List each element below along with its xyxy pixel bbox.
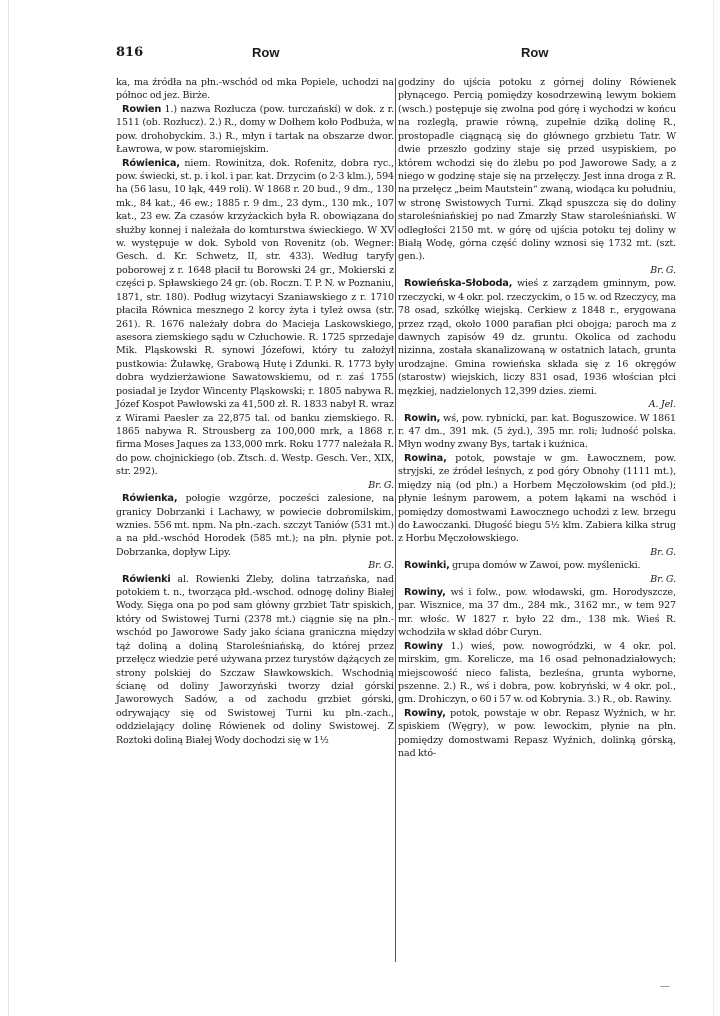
entry-headword: Rowin,	[404, 412, 441, 424]
entry-signature: Br. G.	[650, 264, 676, 276]
entry-text: grupa domów w Zawoi, pow. myślenicki.	[452, 560, 641, 572]
entry-headword: Rówienki	[122, 573, 171, 585]
entry-text: 1.) wieś, pow. nowogródzki, w 4 okr. pol. mirskim, gm. Korelicze, ma 16 osad pełnonadziałowych; miejscowość nieco falista, bezleśna, grunta wyborne, pszenne. 2.) R., wś i dobra, pow. kobryński, w 4 okr. pol., gm. Drohiczyn, o 60 i 57 w. od Kobrynia. 3.) R., ob. Rawiny.	[398, 640, 677, 706]
entry-headword: Rowieńska-Słoboda,	[404, 278, 513, 290]
dictionary-entry	[398, 76, 676, 264]
dictionary-entry	[398, 277, 676, 398]
left-column	[116, 76, 394, 747]
entry-signature: Br. G.	[650, 546, 676, 558]
entry-text: potok, powstaje w gm. Ławocznem, pow. stryjski, ze źródeł leśnych, z pod góry Obnohy (1111 mt.), między nią (od płn.) a Horbem Męczołowskim (od płd.); płynie leśnym parowem, a potem łąkami na wschód i pomiędzy domostwami Ławocznego uchodzi z lew. brzegu do Ławoczanki. Długość biegu 5½ klm. Zabiera kilka strug z Horbu Męczołowskiego.	[398, 452, 677, 545]
dictionary-entry	[398, 452, 676, 546]
entry-headword: Rowina,	[404, 452, 447, 464]
entry-text: niem. Rowinitza, dok. Rofenitz, dobra ryc., pow. świecki, st. p. i kol. i par. kat. Drzycim (o 2·3 klm.), 594 ha (56 lasu, 10 łąk, 449 roli). W 1868 r. 20 bud., 9 dm., 130 mk., 84 kat., 46 ew.; 1885 r. 9 dm., 23 dym., 130 mk., 107 kat., 23 ew. Za czasów krzyżackich była R. obowiązana do służby konnej i należała do komturstwa świeckiego. W XV w. występuje w dok. Sybold von Rovenitz (ob. Wegner: Gesch. d. Kr. Schwetz, II, str. 433). Według taryfy poborowej z r. 1648 płacił tu Borowski 24 gr., Mokierski z części p. Spławskiego 24 gr. (ob. Roczn. T. P. N. w Poznaniu, 1871, str. 180). Podług wizytacyi Szaniawskiego z r. 1710 płaciła Równica mesznego 2 korcy żyta i tyleż owsa (str. 261). R. 1676 należały dobra do Macieja Laskowskiego, asesora ziemskiego sądu w Człuchowie. R. 1725 sprzedaje Mik. Pląskowski R. synowi Józefowi, który tu założył pustkowia: Żuławkę, Grabową Hutę i Zdunki. R. 1773 były dobra wydzierżawione Sawatowskiemu, od r. zaś 1755 posiadał je Izydor Wincenty Pląskowski; r. 1805 nabywa R. Józef Kospot Pawłowski za 41,500 zł. R. 1833 nabył R. wraz z Wirami Paesler za 22,875 tal. od banku ziemskiego. R. 1865 nabywa R. Strousberg za 100,000 mrk, a 1868 r. firma Moses Jaques za 133,000 mrk. Roku 1777 należała R. do pow. chojnickiego (ob. Ztsch. d. Westp. Gesch. Ver., XIX, str. 292).	[116, 157, 394, 478]
entry-text: al. Rowienki Żleby, dolina tatrzańska, nad potokiem t. n., tworząca płd.-wschod. odnogę doliny Białej Wody. Sięga ona po pod sam główny grzbiet Tatr spiskich, który od Swistowej Turni (2378 mt.) ciągnie się na płn.-wschód po Jaworowe Sady jako ściana graniczna między tąż doliną a doliną Staroleśniańską, do której przez przełęcz wiedzie peré używana przez turystów dążących ze strony polskiej do Szczaw Sławkowskich. Wschodnią ścianę od doliny Jaworzyński tworzy dział górski Jaworowych Sadów, a od zachodu grzbiet górski, odrywający się od Swistowej Turni ku płn.-zach., oddzielający dolinę Rówienek od doliny Swistowej. Z Roztoki doliną Białej Wody dochodzi się w 1½	[116, 573, 395, 746]
entry-headword: Rówienica,	[122, 157, 180, 169]
entry-text: ka, ma źródła na płn.-wschód od mka Popiele, uchodzi na północ od jez. Birże.	[116, 77, 394, 102]
dictionary-entry	[398, 412, 676, 452]
right-column	[398, 76, 676, 761]
page-number: 816	[116, 45, 144, 60]
entry-text: 1.) nazwa Rozłucza (pow. turczańskí) w dok. z r. 1511 (ob. Rozłucz). 2.) R., domy w Dołhem koło Podbuża, w pow. drohobyckim. 3.) R., młyn i tartak na obszarze dwor. Ławrowa, w pow. staromiejskim.	[116, 103, 394, 156]
running-head-right: Row	[521, 45, 549, 60]
margin-mark: —	[660, 981, 670, 992]
entry-text: wieś z zarządem gminnym, pow. rzeczycki, w 4 okr. pol. rzeczyckim, o 15 w. od Rzeczycy, ma 78 osad, szkółkę wiejską. Cerkiew z 1848 r., erygowana przez rząd, około 1000 parafian płci obojga; paroch ma z dawnych zapisów 49 dz. gruntu. Okolica od zachodu nizinna, została skanalizowaną w ostatnich latach, grunta urodzajne. Gmina rowieńska składa się z 16 okręgów (starostw) wiejskich, liczy 831 osad, 1936 włościan płci męzkiej, nadzielonych 12,399 dzies. ziemi.	[398, 278, 677, 397]
dictionary-entry	[398, 586, 676, 640]
column-divider	[395, 78, 396, 962]
entry-signature: Br. G.	[650, 573, 676, 585]
entry-text: wś, pow. rybnicki, par. kat. Boguszowice. W 1861 r. 47 dm., 391 mk. (5 żyd.), 395 mr. roli; ludność polska. Młyn wodny zwany Bys, tartak i kuźnica.	[398, 412, 676, 451]
entry-headword: Rowinki,	[404, 560, 450, 572]
dictionary-entry	[116, 76, 394, 103]
running-head	[116, 45, 586, 61]
page-edge-left	[8, 0, 9, 1016]
dictionary-entry	[116, 103, 394, 157]
dictionary-entry	[116, 492, 394, 559]
entry-text: połogie wzgórze, pocześci zalesione, na granicy Dobrzanki i Lachawy, w powiecie dobromilskim, wznies. 556 mt. npm. Na płn.-zach. szczyt Taniów (531 mt.) a na płd.-wschód Horodek (585 mt.); na płn. płynie pot. Dobrzanka, dopływ Lipy.	[116, 493, 395, 558]
page-edge-right	[713, 0, 714, 1016]
entry-text: godziny do ujścia potoku z górnej doliny Rówienek płynącego. Percią pomiędzy kosodrzewiną lewym bokiem (wsch.) postępuje się zwolna pod górę i wychodzi w końcu na rozległą, prawie równą, zupełnie dziką dolinę R., prostopadle ciągnącą się do głównego grzbietu Tatr. W dwie przeszło godziny staje się przed usypiskiem, po którem wchodzi się do żlebu po pod Jaworowe Sady, a z niego w godzinę staje się na przełęczy. Jest inna droga z R. na przełęcz „beim Mautstein“ zwaną, wiodąca ku południu, w stronę Swistowych Turni. Zkąd spuszcza się do doliny staroleśniańskiej po nad Zmarzły Staw staroleśniański. W odległości 2150 mt. w górę od ujścia potoku tej doliny w Białą Wodę, górna część doliny wznosi się 1732 mt. (szt. gen.).	[398, 77, 676, 263]
dictionary-entry	[398, 559, 676, 572]
entry-signature: Br. G.	[368, 479, 394, 491]
dictionary-entry	[398, 640, 676, 707]
dictionary-entry	[116, 157, 394, 479]
entry-text: wś i folw., pow. włodawski, gm. Horodyszcze, par. Wisznice, ma 37 dm., 284 mk., 3162 mr., w tem 927 mr. włośc. W 1827 r. było 22 dm., 138 mk. Wieś R. wchodziła w skład dóbr Curyn.	[398, 587, 677, 639]
entry-headword: Rowiny,	[404, 707, 446, 719]
dictionary-entry	[398, 707, 676, 761]
dictionary-entry	[116, 573, 394, 747]
entry-text: potok, powstaje w obr. Repasz Wyźnich, w hr. spiskiem (Węgry), w pow. lewockim, płynie na płn. pomiędzy domostwami Repasz Wyźnich, dolinką górską, nad któ-	[398, 707, 676, 760]
entry-signature: Br. G.	[368, 560, 394, 572]
running-head-left: Row	[252, 45, 280, 60]
entry-headword: Rowiny	[404, 640, 443, 652]
entry-signature: A. Jel.	[648, 399, 676, 411]
entry-headword: Rowiny,	[404, 587, 446, 599]
entry-headword: Rówienka,	[122, 493, 178, 505]
entry-headword: Rowien	[122, 103, 162, 115]
